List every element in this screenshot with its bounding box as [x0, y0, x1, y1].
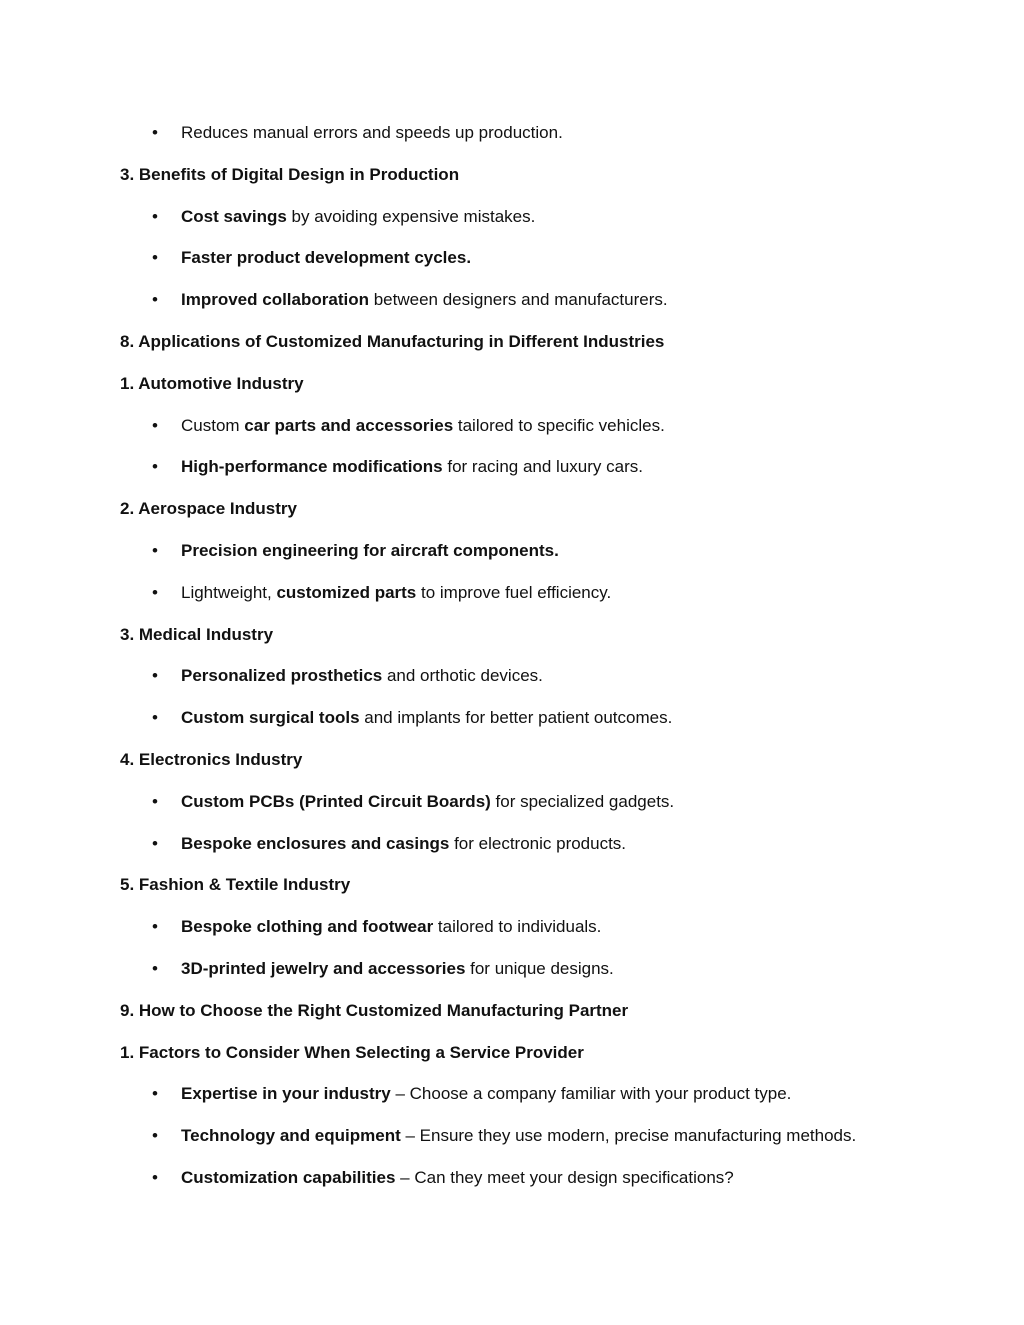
section-heading: 4. Electronics Industry: [120, 750, 303, 769]
plain-text: tailored to individuals.: [433, 917, 602, 936]
plain-text: and implants for better patient outcomes.: [359, 708, 673, 727]
section-heading: 9. How to Choose the Right Customized Manufacturing Partner: [120, 1001, 629, 1020]
bullet-item: [181, 582, 611, 604]
bullet-item: [181, 833, 626, 855]
bold-phrase: Customization capabilities: [181, 1168, 396, 1187]
plain-text: and orthotic devices.: [382, 666, 543, 685]
bullet-icon: •: [152, 792, 158, 811]
bullet-item: [181, 456, 643, 478]
bold-phrase: 3D-printed jewelry and accessories: [181, 959, 466, 978]
bold-phrase: Improved collaboration: [181, 290, 369, 309]
bullet-icon: •: [152, 248, 158, 267]
bullet-item: [181, 247, 471, 269]
plain-text: by avoiding expensive mistakes.: [286, 207, 536, 226]
bullet-icon: •: [152, 959, 158, 978]
bullet-item: [181, 206, 535, 228]
plain-text: between designers and manufacturers.: [368, 290, 668, 309]
plain-text: for unique designs.: [465, 959, 614, 978]
section-heading: 1. Automotive Industry: [120, 374, 304, 393]
bold-phrase: Custom PCBs (Printed Circuit Boards): [181, 792, 491, 811]
plain-text: Lightweight,: [181, 583, 277, 602]
bold-phrase: High-performance modifications: [181, 457, 443, 476]
bold-phrase: Faster product development cycles.: [181, 248, 472, 267]
bullet-icon: •: [152, 708, 158, 727]
bullet-item: [181, 791, 674, 813]
bullet-icon: •: [152, 583, 158, 602]
bold-phrase: Custom surgical tools: [181, 708, 360, 727]
bullet-icon: •: [152, 416, 158, 435]
bold-phrase: Technology and equipment: [181, 1126, 401, 1145]
bullet-icon: •: [152, 457, 158, 476]
plain-text: – Choose a company familiar with your product type.: [390, 1084, 792, 1103]
plain-text: – Can they meet your design specifications?: [395, 1168, 734, 1187]
bold-phrase: Cost savings: [181, 207, 287, 226]
bullet-item: [181, 1083, 791, 1105]
plain-text: Custom: [181, 416, 245, 435]
bullet-item: [181, 122, 563, 144]
plain-text: for racing and luxury cars.: [442, 457, 643, 476]
section-heading: 1. Factors to Consider When Selecting a Service Provider: [120, 1043, 584, 1062]
section-heading: 8. Applications of Customized Manufacturing in Different Industries: [120, 332, 665, 351]
bold-phrase: Precision engineering for aircraft components.: [181, 541, 559, 560]
section-heading: 3. Benefits of Digital Design in Production: [120, 165, 460, 184]
bullet-item: [181, 415, 665, 437]
bold-phrase: customized parts: [276, 583, 417, 602]
section-heading: 2. Aerospace Industry: [120, 499, 297, 518]
bullet-item: [181, 707, 672, 729]
bold-phrase: Bespoke enclosures and casings: [181, 834, 450, 853]
bullet-icon: •: [152, 123, 158, 142]
bullet-icon: •: [152, 1168, 158, 1187]
bold-phrase: Personalized prosthetics: [181, 666, 383, 685]
bullet-item: [181, 1125, 856, 1147]
bullet-icon: •: [152, 207, 158, 226]
plain-text: for electronic products.: [449, 834, 627, 853]
plain-text: for specialized gadgets.: [490, 792, 675, 811]
bullet-item: [181, 665, 543, 687]
bullet-item: [181, 1167, 734, 1189]
bold-phrase: Expertise in your industry: [181, 1084, 391, 1103]
bullet-icon: •: [152, 1084, 158, 1103]
bullet-item: [181, 540, 559, 562]
bullet-item: [181, 916, 601, 938]
bullet-icon: •: [152, 917, 158, 936]
section-heading: 5. Fashion & Textile Industry: [120, 875, 351, 894]
plain-text: to improve fuel efficiency.: [416, 583, 612, 602]
plain-text: tailored to specific vehicles.: [453, 416, 665, 435]
plain-text: Reduces manual errors and speeds up production.: [181, 123, 563, 142]
bullet-icon: •: [152, 290, 158, 309]
bullet-icon: •: [152, 1126, 158, 1145]
bold-phrase: car parts and accessories: [244, 416, 454, 435]
bold-phrase: Bespoke clothing and footwear: [181, 917, 434, 936]
bullet-icon: •: [152, 834, 158, 853]
plain-text: – Ensure they use modern, precise manufacturing methods.: [400, 1126, 857, 1145]
section-heading: 3. Medical Industry: [120, 625, 274, 644]
bullet-item: [181, 958, 614, 980]
bullet-icon: •: [152, 666, 158, 685]
bullet-item: [181, 289, 668, 311]
bullet-icon: •: [152, 541, 158, 560]
